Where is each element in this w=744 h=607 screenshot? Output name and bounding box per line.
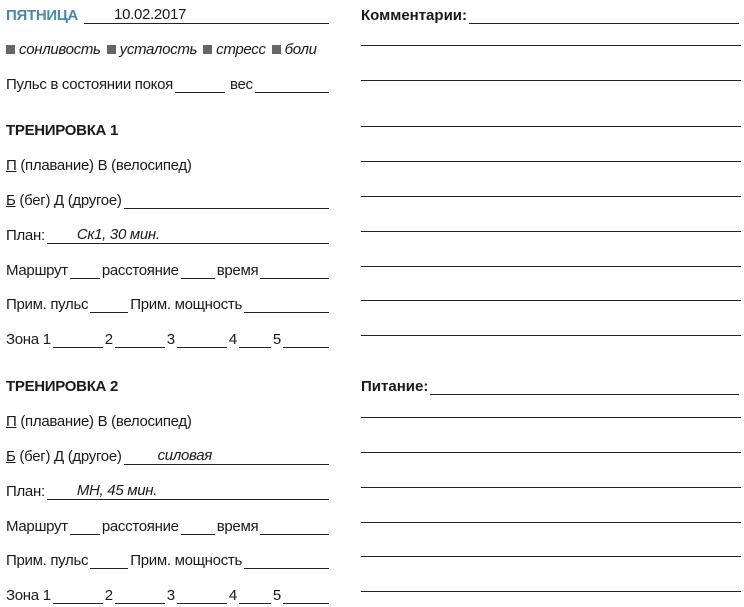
- zone3-label: 3: [166, 331, 175, 348]
- comments-label: Комментарии:: [361, 7, 468, 24]
- run-other-text: (бег) Д (другое): [19, 448, 122, 465]
- nutrition-line[interactable]: [361, 487, 741, 488]
- distance-field[interactable]: [181, 261, 215, 279]
- nutrition-row: [361, 373, 741, 395]
- symptom-fatigue: усталость: [119, 41, 198, 58]
- comments-row: [361, 2, 741, 24]
- training1-plan: [6, 222, 331, 244]
- run-letter[interactable]: Б: [6, 448, 16, 465]
- swim-letter[interactable]: П: [6, 157, 17, 174]
- zone4-label: 4: [228, 587, 237, 604]
- date-value: 10.02.2017: [114, 6, 187, 23]
- zone-label: Зона 1: [6, 331, 51, 348]
- zone1-field[interactable]: [53, 586, 103, 604]
- nutrition-label: Питание:: [361, 378, 429, 395]
- power-field[interactable]: [244, 295, 329, 313]
- nutrition-line[interactable]: [361, 452, 741, 453]
- zone5-label: 5: [272, 331, 281, 348]
- zone3-field[interactable]: [177, 330, 227, 348]
- nutrition-line[interactable]: [361, 522, 741, 523]
- pulse-label: Прим. пульс: [6, 552, 89, 569]
- zone1-field[interactable]: [53, 330, 103, 348]
- time-field[interactable]: [260, 261, 329, 279]
- header-row: [6, 2, 331, 24]
- plan-field[interactable]: [47, 226, 329, 244]
- symptom-pain: боли: [284, 41, 317, 58]
- other-value: [124, 191, 128, 208]
- comments-line[interactable]: [361, 335, 741, 336]
- pulse-label: Прим. пульс: [6, 296, 89, 313]
- comments-line[interactable]: [361, 80, 741, 81]
- training1-pulse-power: [6, 291, 331, 313]
- symptom-sleepiness: сонливость: [19, 41, 101, 58]
- pulse-field[interactable]: [90, 295, 128, 313]
- power-field[interactable]: [244, 551, 329, 569]
- checkbox-icon[interactable]: [107, 45, 116, 54]
- training2-route: [6, 513, 331, 535]
- training2-pulse-power: [6, 547, 331, 569]
- run-other-text: (бег) Д (другое): [19, 192, 122, 209]
- comments-field[interactable]: [469, 6, 739, 24]
- training1-title: ТРЕНИРОВКА 1: [6, 122, 118, 139]
- training2-run-other: [6, 443, 331, 465]
- comments-line[interactable]: [361, 126, 741, 127]
- swim-letter[interactable]: П: [6, 413, 17, 430]
- symptom-stress: стресс: [216, 41, 266, 58]
- checkbox-icon[interactable]: [6, 45, 15, 54]
- route-field[interactable]: [70, 517, 100, 535]
- nutrition-field[interactable]: [430, 377, 739, 395]
- time-field[interactable]: [260, 517, 329, 535]
- distance-label: расстояние: [101, 262, 179, 279]
- zone4-label: 4: [228, 331, 237, 348]
- zone3-label: 3: [166, 587, 175, 604]
- zone5-field[interactable]: [283, 330, 329, 348]
- plan-label: План:: [6, 227, 45, 244]
- time-label: время: [216, 518, 259, 535]
- pulse-field[interactable]: [90, 551, 128, 569]
- distance-label: расстояние: [101, 518, 179, 535]
- comments-line[interactable]: [361, 45, 741, 46]
- day-label: ПЯТНИЦА: [6, 7, 79, 24]
- power-label: Прим. мощность: [130, 296, 242, 313]
- pulse-rest-field[interactable]: [175, 75, 225, 93]
- plan-value: МН, 45 мин.: [76, 482, 158, 499]
- zone4-field[interactable]: [239, 586, 271, 604]
- training2-swim-bike: [6, 408, 331, 430]
- checkbox-icon[interactable]: [272, 45, 281, 54]
- zone2-field[interactable]: [115, 586, 165, 604]
- symptoms-row: [6, 36, 331, 58]
- nutrition-line[interactable]: [361, 556, 741, 557]
- comments-line[interactable]: [361, 196, 741, 197]
- comments-line[interactable]: [361, 300, 741, 301]
- plan-label: План:: [6, 483, 45, 500]
- plan-field[interactable]: [47, 482, 329, 500]
- training2-zones: [6, 582, 331, 604]
- zone2-label: 2: [104, 587, 113, 604]
- other-field[interactable]: [124, 447, 329, 465]
- weight-label: вес: [229, 76, 253, 93]
- training2-title: ТРЕНИРОВКА 2: [6, 378, 118, 395]
- run-letter[interactable]: Б: [6, 192, 16, 209]
- pulse-weight-row: [6, 71, 331, 93]
- zone5-label: 5: [272, 587, 281, 604]
- other-value: силовая: [157, 447, 212, 464]
- route-field[interactable]: [70, 261, 100, 279]
- zone2-label: 2: [104, 331, 113, 348]
- training1-run-other: [6, 187, 331, 209]
- nutrition-line[interactable]: [361, 591, 741, 592]
- power-label: Прим. мощность: [130, 552, 242, 569]
- zone3-field[interactable]: [177, 586, 227, 604]
- zone2-field[interactable]: [115, 330, 165, 348]
- zone4-field[interactable]: [239, 330, 271, 348]
- training1-route: [6, 257, 331, 279]
- date-field[interactable]: [84, 6, 329, 24]
- training2-plan: [6, 478, 331, 500]
- other-field[interactable]: [124, 191, 329, 209]
- comments-line[interactable]: [361, 231, 741, 232]
- time-label: время: [216, 262, 259, 279]
- training1-zones: [6, 326, 331, 348]
- distance-field[interactable]: [181, 517, 215, 535]
- nutrition-line[interactable]: [361, 417, 741, 418]
- swim-bike-text: (плавание) В (велосипед): [20, 413, 192, 430]
- route-label: Маршрут: [6, 518, 68, 535]
- zone5-field[interactable]: [283, 586, 329, 604]
- pulse-rest-label: Пульс в состоянии покоя: [6, 76, 173, 93]
- training1-swim-bike: [6, 152, 331, 174]
- comments-line[interactable]: [361, 266, 741, 267]
- weight-field[interactable]: [255, 75, 329, 93]
- route-label: Маршрут: [6, 262, 68, 279]
- zone-label: Зона 1: [6, 587, 51, 604]
- swim-bike-text: (плавание) В (велосипед): [20, 157, 192, 174]
- plan-value: Ск1, 30 мин.: [76, 226, 160, 243]
- checkbox-icon[interactable]: [203, 45, 212, 54]
- comments-line[interactable]: [361, 161, 741, 162]
